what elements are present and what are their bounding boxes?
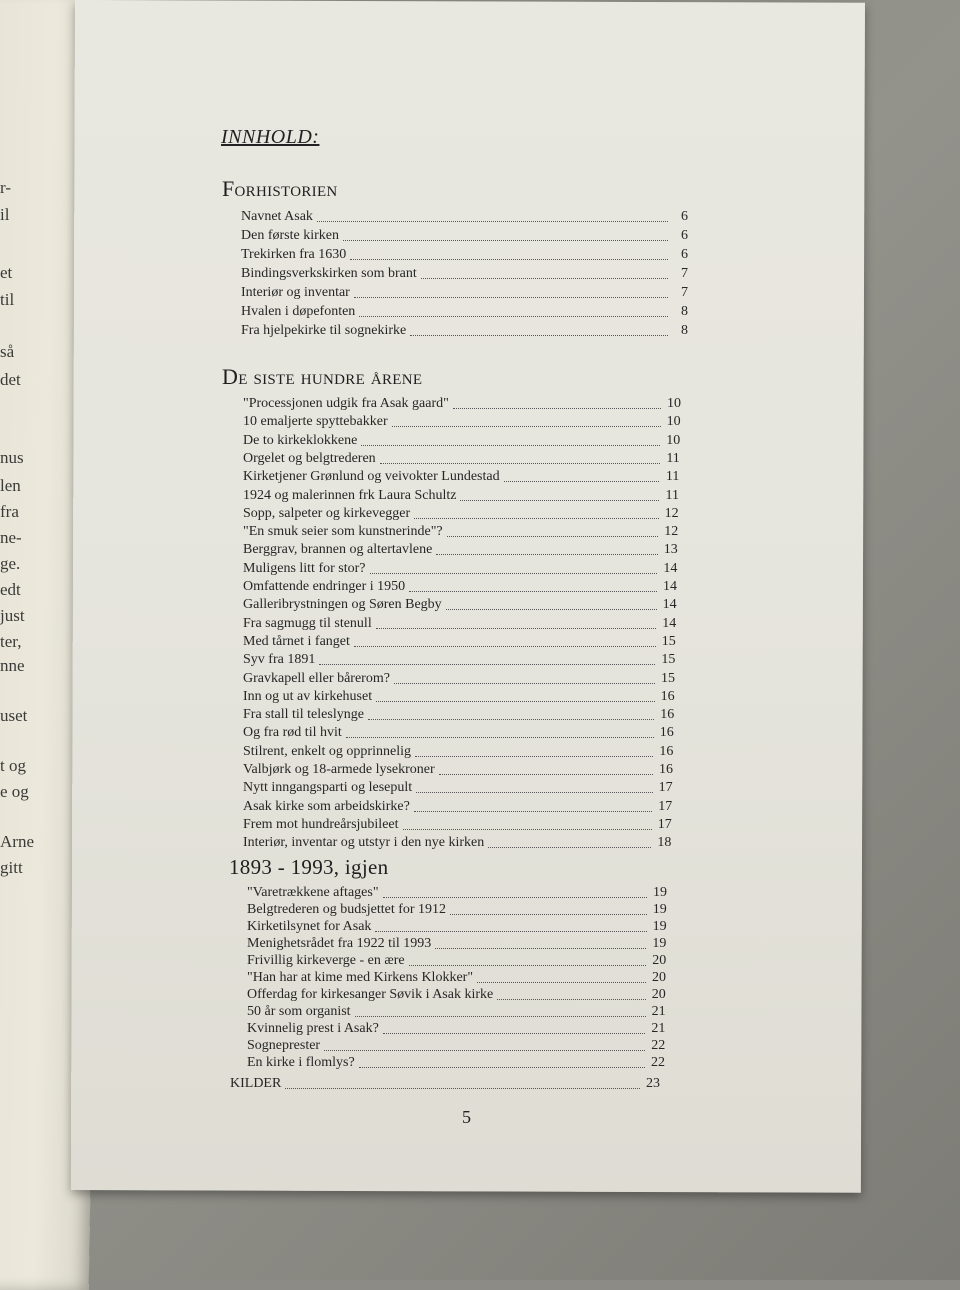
toc-entry bbox=[243, 760, 673, 778]
dot-leader bbox=[460, 500, 659, 501]
toc-entry bbox=[247, 1002, 666, 1020]
toc-entry bbox=[243, 595, 677, 613]
left-page-fragment: det bbox=[0, 370, 21, 389]
toc-entry-page: 6 bbox=[681, 228, 688, 243]
toc-entry-page: 17 bbox=[658, 780, 673, 796]
toc-entry-label: "Varetrækkene aftages" bbox=[247, 885, 379, 900]
toc-entry bbox=[243, 669, 675, 687]
dot-leader bbox=[368, 719, 654, 720]
toc-entry-page: 15 bbox=[661, 633, 676, 649]
left-page-fragment: il bbox=[0, 205, 10, 224]
toc-entry-label: KILDER bbox=[230, 1076, 282, 1091]
dot-leader bbox=[376, 628, 656, 629]
section-title: De siste hundre årene bbox=[222, 364, 423, 389]
toc-entry-page: 10 bbox=[667, 396, 681, 411]
dot-leader bbox=[350, 259, 668, 260]
dot-leader bbox=[450, 914, 647, 915]
toc-entry bbox=[243, 742, 673, 760]
toc-entry-label: Bindingsverkskirken som brant bbox=[241, 266, 417, 281]
dot-leader bbox=[354, 646, 656, 647]
toc-entry bbox=[243, 577, 677, 595]
toc-entry bbox=[241, 245, 688, 263]
toc-entry-label: Og fra rød til hvit bbox=[243, 725, 342, 741]
toc-entry bbox=[247, 934, 666, 952]
toc-entry-label: Den første kirken bbox=[241, 228, 339, 243]
toc-heading: INNHOLD: bbox=[221, 126, 320, 148]
toc-entry bbox=[243, 632, 676, 650]
toc-entry-label: Inn og ut av kirkehuset bbox=[243, 688, 373, 704]
toc-entry-label: En kirke i flomlys? bbox=[247, 1055, 355, 1070]
left-page-fragment: nne bbox=[0, 656, 25, 675]
toc-entry bbox=[243, 778, 673, 796]
toc-entry-label: Belgtrederen og budsjettet for 1912 bbox=[247, 902, 447, 917]
dot-leader bbox=[409, 965, 647, 966]
toc-entry-label: Fra stall til teleslynge bbox=[243, 707, 364, 723]
dot-leader bbox=[375, 931, 646, 932]
toc-entry bbox=[243, 486, 679, 504]
dot-leader bbox=[414, 811, 652, 812]
toc-entry bbox=[247, 951, 666, 969]
toc-entry bbox=[247, 917, 667, 935]
toc-entry-label: Gravkapell eller bårerom? bbox=[243, 670, 390, 686]
left-page-fragment: gitt bbox=[0, 858, 23, 877]
toc-entry-page: 21 bbox=[651, 1004, 666, 1019]
toc-entry-page: 11 bbox=[665, 469, 680, 485]
dot-leader bbox=[497, 999, 646, 1000]
toc-entry-page: 14 bbox=[663, 560, 678, 576]
toc-entry-page: 16 bbox=[659, 725, 674, 741]
toc-entry-page: 14 bbox=[662, 615, 677, 631]
toc-entry-label: Interiør og inventar bbox=[241, 285, 350, 300]
toc-entry bbox=[243, 540, 678, 558]
dot-leader bbox=[285, 1088, 640, 1089]
toc-entry-label: 10 emaljerte spyttebakker bbox=[243, 414, 388, 430]
dot-leader bbox=[446, 609, 657, 610]
toc-entry-page: 17 bbox=[658, 798, 673, 814]
toc-entry-page: 22 bbox=[651, 1055, 665, 1070]
toc-entry-page: 22 bbox=[651, 1038, 666, 1053]
toc-entry-page: 16 bbox=[659, 762, 673, 777]
toc-entry bbox=[241, 226, 688, 244]
toc-entry bbox=[247, 1036, 665, 1054]
dot-leader bbox=[317, 221, 668, 222]
toc-entry-page: 19 bbox=[652, 902, 667, 917]
toc-entry-page: 15 bbox=[661, 652, 676, 668]
left-page-fragment: nus bbox=[0, 448, 24, 467]
dot-leader bbox=[361, 445, 660, 446]
dot-leader bbox=[488, 847, 651, 848]
toc-entry-label: Sogneprester bbox=[247, 1038, 321, 1053]
toc-entry-page: 23 bbox=[646, 1076, 660, 1091]
toc-entry-page: 19 bbox=[652, 919, 667, 934]
toc-entry bbox=[243, 815, 672, 833]
toc-entry-page: 20 bbox=[651, 987, 666, 1002]
toc-entry-label: Trekirken fra 1630 bbox=[241, 247, 347, 262]
page-number: 5 bbox=[462, 1107, 471, 1127]
toc-entry-label: De to kirkeklokkene bbox=[243, 432, 358, 448]
toc-entry-label: Muligens litt for stor? bbox=[243, 560, 366, 576]
dot-leader bbox=[346, 737, 654, 738]
toc-entry-label: Asak kirke som arbeidskirke? bbox=[243, 798, 410, 814]
toc-entry bbox=[243, 467, 679, 485]
dot-leader bbox=[359, 316, 668, 317]
toc-entry-page: 16 bbox=[660, 707, 675, 723]
dot-leader bbox=[477, 982, 646, 983]
left-page-fragment: ge. bbox=[0, 554, 21, 573]
left-page-fragment: ter, bbox=[0, 632, 22, 651]
toc-entry-label: Navnet Asak bbox=[241, 209, 313, 224]
left-page-fragment: t og bbox=[0, 756, 26, 775]
dot-leader bbox=[421, 278, 668, 279]
toc-entry bbox=[243, 614, 676, 632]
toc-entry-page: 16 bbox=[660, 688, 675, 704]
left-page-fragment: Arne bbox=[0, 832, 34, 851]
toc-entry-page: 10 bbox=[666, 414, 681, 430]
toc-entry-label: "En smuk seier som kunstnerinde"? bbox=[243, 524, 443, 540]
toc-entry bbox=[247, 1053, 665, 1071]
dot-leader bbox=[409, 591, 657, 592]
dot-leader bbox=[453, 408, 661, 409]
toc-entry-label: 1924 og malerinnen frk Laura Schultz bbox=[243, 487, 457, 503]
toc-entry-page: 19 bbox=[652, 936, 667, 951]
dot-leader bbox=[414, 518, 658, 519]
toc-entry-page: 6 bbox=[681, 209, 688, 224]
left-page-fragment: just bbox=[0, 606, 25, 625]
dot-leader bbox=[403, 829, 652, 830]
left-page-fragment: ne- bbox=[0, 528, 22, 547]
toc-entry-page: 18 bbox=[657, 835, 672, 851]
toc-entry-page: 12 bbox=[664, 524, 679, 540]
toc-entry bbox=[243, 504, 679, 522]
dot-leader bbox=[383, 1033, 646, 1034]
toc-entry bbox=[241, 264, 688, 282]
toc-entry-label: Hvalen i døpefonten bbox=[241, 304, 356, 319]
toc-entry-label: Frivillig kirkeverge - en ære bbox=[247, 953, 405, 968]
toc-entry-label: Fra hjelpekirke til sognekirke bbox=[241, 323, 407, 338]
toc-entry-label: Valbjørk og 18-armede lysekroner bbox=[243, 762, 435, 777]
toc-entry-label: Galleribrystningen og Søren Begby bbox=[243, 597, 442, 613]
toc-entry bbox=[241, 321, 688, 339]
toc-entry-page: 12 bbox=[664, 505, 679, 521]
dot-leader bbox=[394, 683, 655, 684]
dot-leader bbox=[319, 664, 655, 665]
toc-entry-label: 50 år som organist bbox=[247, 1004, 351, 1019]
toc-entry bbox=[243, 650, 675, 668]
dot-leader bbox=[436, 554, 657, 555]
left-page-fragment: edt bbox=[0, 580, 21, 599]
toc-entry bbox=[247, 883, 667, 901]
toc-entry bbox=[243, 394, 681, 412]
dot-leader bbox=[383, 897, 647, 898]
toc-entry-page: 20 bbox=[652, 970, 666, 985]
toc-entry-label: Offerdag for kirkesanger Søvik i Asak kirke bbox=[247, 987, 494, 1002]
dot-leader bbox=[376, 701, 655, 702]
dot-leader bbox=[380, 463, 660, 464]
toc-entry bbox=[243, 559, 677, 577]
toc-entry-page: 19 bbox=[653, 885, 667, 900]
toc-entry-label: Med tårnet i fanget bbox=[243, 633, 350, 649]
toc-entry-label: Menighetsrådet fra 1922 til 1993 bbox=[247, 936, 432, 951]
toc-entry bbox=[241, 283, 688, 301]
dot-leader bbox=[410, 335, 668, 336]
toc-entry-page: 17 bbox=[657, 816, 672, 832]
toc-entry-page: 8 bbox=[681, 323, 688, 338]
toc-entry bbox=[243, 797, 672, 815]
toc-entry bbox=[243, 431, 680, 449]
toc-entry-page: 7 bbox=[681, 285, 688, 300]
toc-entry-label: Kvinnelig prest i Asak? bbox=[247, 1021, 379, 1036]
toc-entry-label: Omfattende endringer i 1950 bbox=[243, 579, 406, 594]
left-page-fragment: fra bbox=[0, 502, 19, 521]
left-page-fragment: så bbox=[0, 342, 15, 361]
toc-entry-label: Frem mot hundreårsjubileet bbox=[243, 816, 399, 832]
left-page-fragment: len bbox=[0, 476, 21, 495]
toc-entry bbox=[243, 705, 674, 723]
dot-leader bbox=[370, 573, 658, 574]
toc-entry-page: 13 bbox=[663, 542, 678, 558]
toc-entry-page: 15 bbox=[661, 670, 675, 686]
dot-leader bbox=[392, 426, 661, 427]
toc-entry bbox=[243, 522, 678, 540]
toc-entry-label: Stilrent, enkelt og opprinnelig bbox=[243, 743, 411, 759]
toc-entry bbox=[243, 449, 680, 467]
toc-entry-label: "Processjonen udgik fra Asak gaard" bbox=[243, 396, 449, 411]
toc-entry bbox=[247, 900, 667, 918]
toc-entry-label: Syv fra 1891 bbox=[243, 652, 316, 668]
dot-leader bbox=[355, 1016, 646, 1017]
dot-leader bbox=[435, 948, 646, 949]
dot-leader bbox=[343, 240, 668, 241]
dot-leader bbox=[324, 1050, 645, 1051]
toc-entry-label: Sopp, salpeter og kirkevegger bbox=[243, 505, 411, 521]
left-page-fragment: r- bbox=[0, 178, 11, 197]
toc-entry-page: 21 bbox=[651, 1021, 666, 1036]
toc-entry-page: 14 bbox=[662, 597, 677, 613]
toc-entry-page: 6 bbox=[681, 247, 688, 262]
left-page-fragment: et bbox=[0, 263, 13, 282]
dot-leader bbox=[447, 536, 659, 537]
left-page-fragment: til bbox=[0, 290, 15, 309]
toc-entry-page: 7 bbox=[681, 266, 688, 281]
dot-leader bbox=[415, 756, 653, 757]
toc-entry bbox=[241, 302, 688, 320]
toc-entry-page: 16 bbox=[659, 743, 674, 759]
toc-entry bbox=[243, 833, 671, 851]
toc-entry-page: 14 bbox=[663, 579, 677, 594]
toc-entry bbox=[243, 687, 675, 705]
dot-leader bbox=[504, 481, 660, 482]
toc-entry bbox=[247, 968, 666, 986]
toc-entry bbox=[241, 207, 688, 225]
dot-leader bbox=[359, 1067, 645, 1068]
toc-entry-page: 8 bbox=[681, 304, 688, 319]
toc-entry-page: 10 bbox=[666, 432, 681, 448]
toc-entry-page: 11 bbox=[666, 450, 680, 466]
toc-entry-label: "Han har at kime med Kirkens Klokker" bbox=[247, 970, 474, 985]
left-page-fragment: e og bbox=[0, 782, 29, 801]
toc-entry-label: Kirketjener Grønlund og veivokter Lundestad bbox=[243, 469, 500, 485]
section-title: 1893 - 1993, igjen bbox=[229, 855, 389, 879]
toc-entry-label: Orgelet og belgtrederen bbox=[243, 450, 376, 466]
toc-entry-page: 11 bbox=[665, 487, 679, 503]
toc-entry bbox=[247, 985, 666, 1003]
toc-entry-kilder bbox=[230, 1074, 660, 1092]
toc-entry bbox=[243, 723, 674, 741]
toc-entry bbox=[247, 1019, 665, 1037]
toc-entry-label: Berggrav, brannen og altertavlene bbox=[243, 542, 433, 558]
dot-leader bbox=[354, 297, 668, 298]
toc-entry bbox=[243, 412, 681, 430]
toc-entry-label: Nytt inngangsparti og lesepult bbox=[243, 780, 413, 796]
toc-entry-page: 20 bbox=[652, 953, 667, 968]
toc-entry-label: Interiør, inventar og utstyr i den nye kirken bbox=[243, 835, 485, 851]
toc-entry-label: Fra sagmugg til stenull bbox=[243, 615, 372, 631]
dot-leader bbox=[416, 792, 652, 793]
left-page-fragment: uset bbox=[0, 706, 28, 725]
dot-leader bbox=[439, 774, 653, 775]
toc-entry-label: Kirketilsynet for Asak bbox=[247, 919, 372, 934]
section-title: Forhistorien bbox=[222, 176, 338, 201]
